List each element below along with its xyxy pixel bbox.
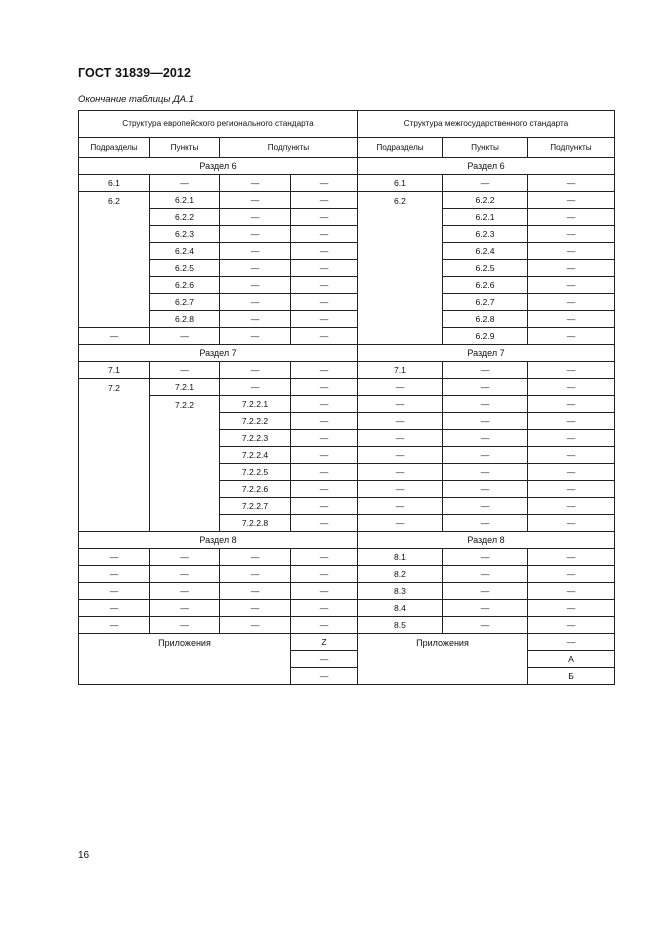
table-cell: — — [528, 413, 615, 430]
table-cell: — — [220, 294, 291, 311]
col-header-subitems: Подпункты — [220, 138, 358, 158]
table-cell: Z — [291, 634, 358, 651]
table-cell: — — [291, 668, 358, 685]
table-cell: — — [291, 243, 358, 260]
table-cell: 8.1 — [358, 549, 443, 566]
table-cell: 6.2.1 — [443, 209, 528, 226]
table-cell: — — [443, 447, 528, 464]
table-cell: — — [443, 379, 528, 396]
table-cell: — — [291, 226, 358, 243]
table-cell: 6.2.7 — [150, 294, 220, 311]
col-header-sections: Подразделы — [79, 138, 150, 158]
table-cell: — — [358, 379, 443, 396]
table-cell: — — [291, 413, 358, 430]
table-cell: — — [220, 311, 291, 328]
table-cell: — — [528, 277, 615, 294]
table-cell: — — [358, 464, 443, 481]
right-group-header: Структура межгосударственного стандарта — [358, 111, 615, 138]
table-cell: — — [528, 600, 615, 617]
table-cell: — — [443, 396, 528, 413]
document-title: ГОСТ 31839—2012 — [78, 66, 192, 80]
table-cell: — — [291, 464, 358, 481]
section-header: Раздел 6 — [79, 158, 358, 175]
table-cell: 6.2.4 — [443, 243, 528, 260]
table-cell: — — [291, 192, 358, 209]
table-cell: — — [291, 583, 358, 600]
table-cell: — — [443, 498, 528, 515]
table-cell: — — [528, 566, 615, 583]
table-cell: — — [291, 617, 358, 634]
table-cell: 7.2.1 — [150, 379, 220, 396]
table-cell: — — [528, 498, 615, 515]
table-cell: — — [150, 583, 220, 600]
table-cell: — — [443, 175, 528, 192]
table-cell: — — [79, 328, 150, 345]
col-header-items: Пункты — [150, 138, 220, 158]
table-cell: — — [291, 549, 358, 566]
table-cell: 6.2.6 — [150, 277, 220, 294]
table-cell: — — [528, 447, 615, 464]
table-cell: 7.2.2.8 — [220, 515, 291, 532]
table-cell: — — [528, 362, 615, 379]
table-cell: — — [443, 464, 528, 481]
table-cell: 6.2.8 — [443, 311, 528, 328]
table-cell: — — [291, 328, 358, 345]
table-cell: — — [150, 362, 220, 379]
table-cell: Б — [528, 668, 615, 685]
table-cell: — — [220, 277, 291, 294]
table-cell: 7.2.2 — [150, 396, 220, 532]
table-cell: — — [443, 413, 528, 430]
table-cell: — — [79, 583, 150, 600]
table-cell: — — [358, 396, 443, 413]
table-cell: 6.2.1 — [150, 192, 220, 209]
table-cell: — — [443, 583, 528, 600]
table-cell: 7.2.2.6 — [220, 481, 291, 498]
table-cell: — — [220, 566, 291, 583]
table-cell: — — [528, 226, 615, 243]
table-cell: — — [291, 175, 358, 192]
table-cell: — — [291, 379, 358, 396]
table-cell: — — [528, 396, 615, 413]
table-cell: 6.2.6 — [443, 277, 528, 294]
section-header: Раздел 7 — [79, 345, 358, 362]
table-cell: — — [528, 311, 615, 328]
left-group-header: Структура европейского регионального стандарта — [79, 111, 358, 138]
table-cell: — — [220, 328, 291, 345]
table-cell: 7.2 — [79, 379, 150, 532]
table-cell: — — [358, 447, 443, 464]
table-cell: 6.2.5 — [443, 260, 528, 277]
table-cell: — — [528, 192, 615, 209]
table-cell: 6.2.2 — [150, 209, 220, 226]
table-cell: — — [358, 413, 443, 430]
table-cell: — — [220, 260, 291, 277]
table-cell: — — [528, 617, 615, 634]
table-cell: — — [291, 498, 358, 515]
table-cell: — — [528, 209, 615, 226]
table-cell: — — [79, 566, 150, 583]
table-cell: — — [528, 243, 615, 260]
table-cell: — — [528, 175, 615, 192]
table-cell: — — [291, 311, 358, 328]
table-cell: 6.2.9 — [443, 328, 528, 345]
table-cell: — — [443, 481, 528, 498]
table-cell: — — [358, 498, 443, 515]
table-cell: — — [528, 260, 615, 277]
table-cell: — — [443, 549, 528, 566]
table-cell: — — [443, 617, 528, 634]
table-cell: 7.2.2.1 — [220, 396, 291, 413]
table-cell: — — [220, 583, 291, 600]
table-cell: — — [291, 430, 358, 447]
correspondence-table — [78, 110, 615, 685]
table-cell: — — [220, 362, 291, 379]
table-cell: — — [358, 515, 443, 532]
table-cell: 6.2 — [358, 192, 443, 345]
page-number: 16 — [78, 850, 90, 861]
col-header-subitems: Подпункты — [528, 138, 615, 158]
appendices-label: Приложения — [358, 634, 528, 685]
table-cell: — — [291, 651, 358, 668]
table-cell: — — [443, 566, 528, 583]
table-cell: — — [291, 600, 358, 617]
table-cell: 6.2.4 — [150, 243, 220, 260]
table-cell: 7.2.2.7 — [220, 498, 291, 515]
table-cell: — — [528, 328, 615, 345]
table-cell: — — [150, 549, 220, 566]
table-cell: — — [291, 260, 358, 277]
table-cell: — — [358, 430, 443, 447]
table-cell: — — [443, 430, 528, 447]
table-cell: 7.2.2.5 — [220, 464, 291, 481]
table-cell: А — [528, 651, 615, 668]
table-cell: — — [528, 379, 615, 396]
table-cell: 8.5 — [358, 617, 443, 634]
table-cell: — — [291, 209, 358, 226]
table-cell: — — [291, 396, 358, 413]
section-header: Раздел 7 — [358, 345, 615, 362]
table-cell: 6.2.8 — [150, 311, 220, 328]
table-cell: — — [220, 226, 291, 243]
table-cell: 7.1 — [358, 362, 443, 379]
section-header: Раздел 8 — [358, 532, 615, 549]
table-cell: — — [528, 515, 615, 532]
col-header-items: Пункты — [443, 138, 528, 158]
table-cell: — — [220, 243, 291, 260]
table-cell: 8.3 — [358, 583, 443, 600]
table-cell: 8.2 — [358, 566, 443, 583]
table-cell: — — [79, 617, 150, 634]
table-cell: — — [291, 294, 358, 311]
table-cell: — — [220, 379, 291, 396]
table-cell: — — [528, 549, 615, 566]
table-cell: — — [291, 515, 358, 532]
table-cell: — — [358, 481, 443, 498]
table-cell: — — [291, 481, 358, 498]
table-cell: 6.1 — [358, 175, 443, 192]
appendices-label: Приложения — [79, 634, 291, 685]
table-cell: — — [443, 515, 528, 532]
table-cell: — — [443, 600, 528, 617]
table-cell: — — [150, 617, 220, 634]
col-header-sections: Подразделы — [358, 138, 443, 158]
table-cell: 6.2.7 — [443, 294, 528, 311]
table-cell: — — [291, 566, 358, 583]
table-cell: — — [150, 328, 220, 345]
table-cell: 8.4 — [358, 600, 443, 617]
table-cell: — — [528, 583, 615, 600]
section-header: Раздел 8 — [79, 532, 358, 549]
table-cell: 7.2.2.2 — [220, 413, 291, 430]
table-cell: — — [220, 617, 291, 634]
table-cell: — — [528, 294, 615, 311]
table-cell: — — [528, 634, 615, 651]
table-cell: 7.2.2.3 — [220, 430, 291, 447]
table-cell: 6.2.5 — [150, 260, 220, 277]
table-cell: — — [79, 600, 150, 617]
table-cell: — — [220, 209, 291, 226]
table-cell: 6.2.3 — [150, 226, 220, 243]
table-cell: 7.1 — [79, 362, 150, 379]
table-cell: — — [220, 192, 291, 209]
table-cell: — — [528, 464, 615, 481]
table-cell: — — [528, 430, 615, 447]
table-cell: — — [291, 362, 358, 379]
table-cell: — — [150, 566, 220, 583]
table-cell: 6.2 — [79, 192, 150, 328]
table-cell: — — [220, 175, 291, 192]
table-cell: 6.2.3 — [443, 226, 528, 243]
table-cell: — — [220, 600, 291, 617]
section-header: Раздел 6 — [358, 158, 615, 175]
table-cell: 7.2.2.4 — [220, 447, 291, 464]
table-caption: Окончание таблицы ДА.1 — [78, 94, 194, 105]
table-cell: — — [291, 447, 358, 464]
table-cell: — — [79, 549, 150, 566]
table-cell: — — [528, 481, 615, 498]
table-cell: — — [291, 277, 358, 294]
table-cell: — — [150, 175, 220, 192]
table-cell: 6.2.2 — [443, 192, 528, 209]
table-cell: — — [220, 549, 291, 566]
table-cell: — — [150, 600, 220, 617]
table-cell: — — [443, 362, 528, 379]
table-cell: 6.1 — [79, 175, 150, 192]
